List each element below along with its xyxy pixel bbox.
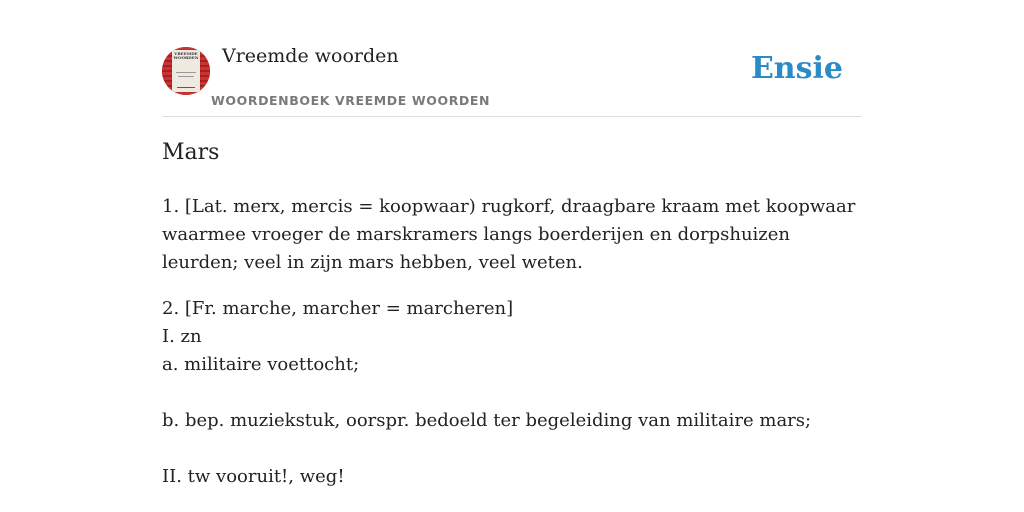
book-cover-rule	[178, 76, 194, 77]
definition-line: b. bep. muziekstuk, oorspr. bedoeld ter begeleiding van militaire mars;	[162, 410, 812, 431]
definition-line: II. tw vooruit!, weg!	[162, 466, 345, 487]
book-cover-icon	[172, 50, 200, 92]
ensie-logo-link[interactable]: Ensie	[750, 51, 843, 86]
dictionary-subtitle: WOORDENBOEK VREEMDE WOORDEN	[211, 93, 491, 108]
definition-line: a. militaire voettocht;	[162, 354, 360, 375]
line-break	[162, 379, 862, 407]
dictionary-name-link[interactable]: Vreemde woorden	[222, 45, 399, 67]
dictionary-avatar[interactable]	[162, 47, 210, 95]
definition-paragraph-1: 1. [Lat. merx, mercis = koopwaar) rugkorf, draagbare kraam met koopwaar waarmee vroeger de marskramers langs boerderijen en dorpshuizen leurden; veel in zijn mars hebben, veel weten.	[162, 196, 856, 273]
definition-line: I. zn	[162, 326, 202, 347]
page-container	[162, 0, 862, 487]
entry-definition	[162, 193, 862, 509]
definition-line: 2. [Fr. marche, marcher = marcheren]	[162, 298, 514, 319]
line-break	[162, 435, 862, 463]
book-cover-rule	[176, 72, 196, 73]
dictionary-header	[162, 0, 862, 117]
book-cover-rule	[177, 87, 195, 88]
book-cover-title: VREEMDE WOORDEN	[173, 51, 199, 60]
definition-paragraph-2	[162, 295, 862, 491]
entry-title: Mars	[162, 140, 220, 165]
